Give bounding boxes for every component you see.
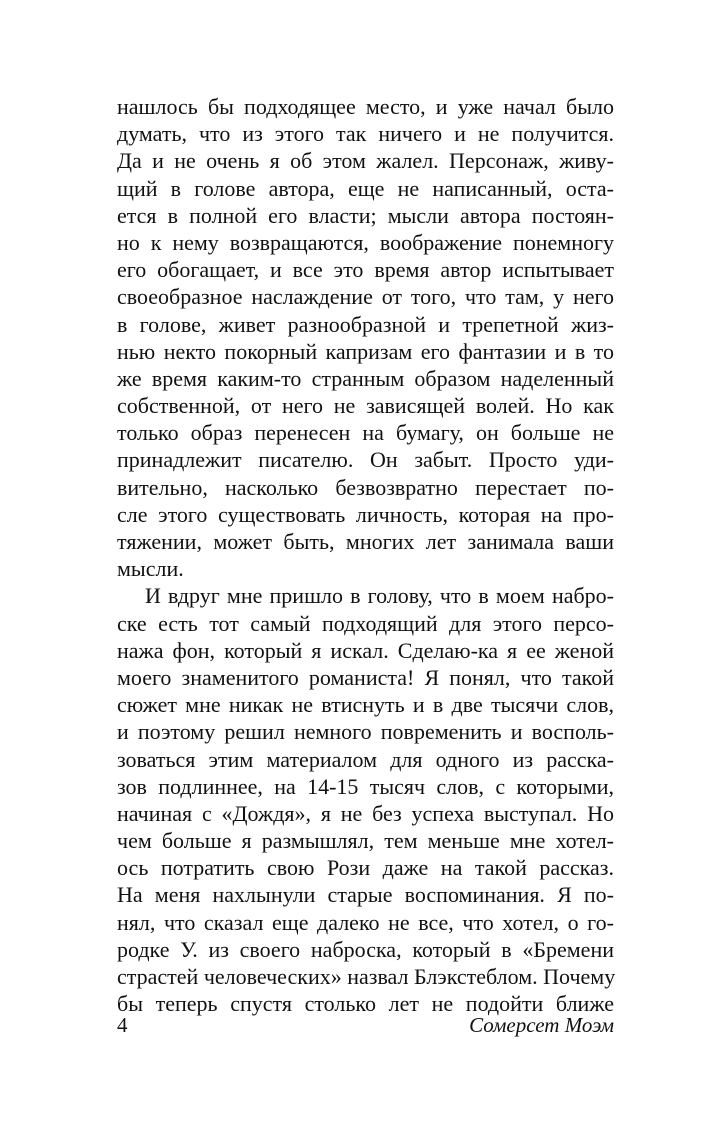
text-line: зоваться этим материалом для одного из расска- [117, 746, 614, 772]
text-line: тяжении, может быть, многих лет занимала ваши [117, 529, 614, 554]
text-line: принадлежит писателю. Он забыт. Просто уди- [117, 447, 614, 473]
text-line: нью некто покорный капризам его фантазии и в то [117, 338, 614, 364]
text-line: но к нему возвращаются, воображение понемногу [117, 229, 614, 255]
text-line: ется в полной его власти; мысли автора постоян- [117, 202, 614, 228]
text-line: щий в голове автора, еще не написанный, оста- [117, 175, 614, 201]
text-line: нашлось бы подходящее место, и уже начал было [117, 94, 614, 119]
text-line: ось потратить свою Рози даже на такой рассказ. [117, 855, 614, 881]
body-text [117, 93, 614, 1017]
text-line: думать, что из этого так ничего и не получится. [117, 121, 614, 147]
running-author: Сомерсет Моэм [469, 1013, 614, 1037]
text-line: Да и не очень я об этом жалел. Персонаж, живу- [117, 148, 614, 174]
text-line: в голове, живет разнообразной и трепетной жиз- [117, 311, 614, 337]
text-line: собственной, от него не зависящей волей. Но как [117, 393, 614, 419]
text-line: чем больше я размышлял, тем меньше мне хотел- [117, 828, 614, 854]
text-line: ске есть тот самый подходящий для этого персо- [117, 610, 614, 636]
text-line: только образ перенесен на бумагу, он больше не [117, 420, 614, 446]
text-line: нял, что сказал еще далеко не все, что хотел, о го- [117, 909, 614, 935]
text-line: бы теперь спустя столько лет не подойти ближе [117, 991, 614, 1017]
text-line: своеобразное наслаждение от того, что там, у него [117, 284, 614, 310]
text-line: На меня нахлынули старые воспоминания. Я по- [117, 882, 614, 908]
text-line: нажа фон, который я искал. Сделаю-ка я ее женой [117, 637, 614, 663]
text-line: и поэтому решил немного повременить и восполь- [117, 719, 614, 745]
paragraph-end-line: мысли. [117, 556, 184, 582]
text-line: же время каким-то странным образом наделенный [117, 365, 614, 391]
text-line: начиная с «Дождя», я не без успеха выступал. Но [117, 800, 614, 826]
page-footer [117, 1011, 614, 1039]
text-line: вительно, насколько безвозвратно перестает по- [117, 474, 614, 500]
text-line: сле этого существовать личность, которая на про- [117, 501, 614, 527]
text-line: моего знаменитого романиста! Я понял, что такой [117, 664, 614, 690]
text-line: его обогащает, и все это время автор испытывает [117, 257, 614, 283]
text-line: сюжет мне никак не втиснуть и в две тысячи слов, [117, 692, 614, 718]
text-line: родке У. из своего наброска, который в «Бремени [117, 936, 614, 962]
paragraph-first-line: И вдруг мне пришло в голову, что в моем набро- [145, 583, 614, 609]
text-line: зов подлиннее, на 14-15 тысяч слов, с которыми, [117, 773, 614, 799]
text-line: страстей человеческих» назвал Блэкстеблом. Почему [117, 964, 616, 989]
page-number: 4 [117, 1013, 128, 1037]
